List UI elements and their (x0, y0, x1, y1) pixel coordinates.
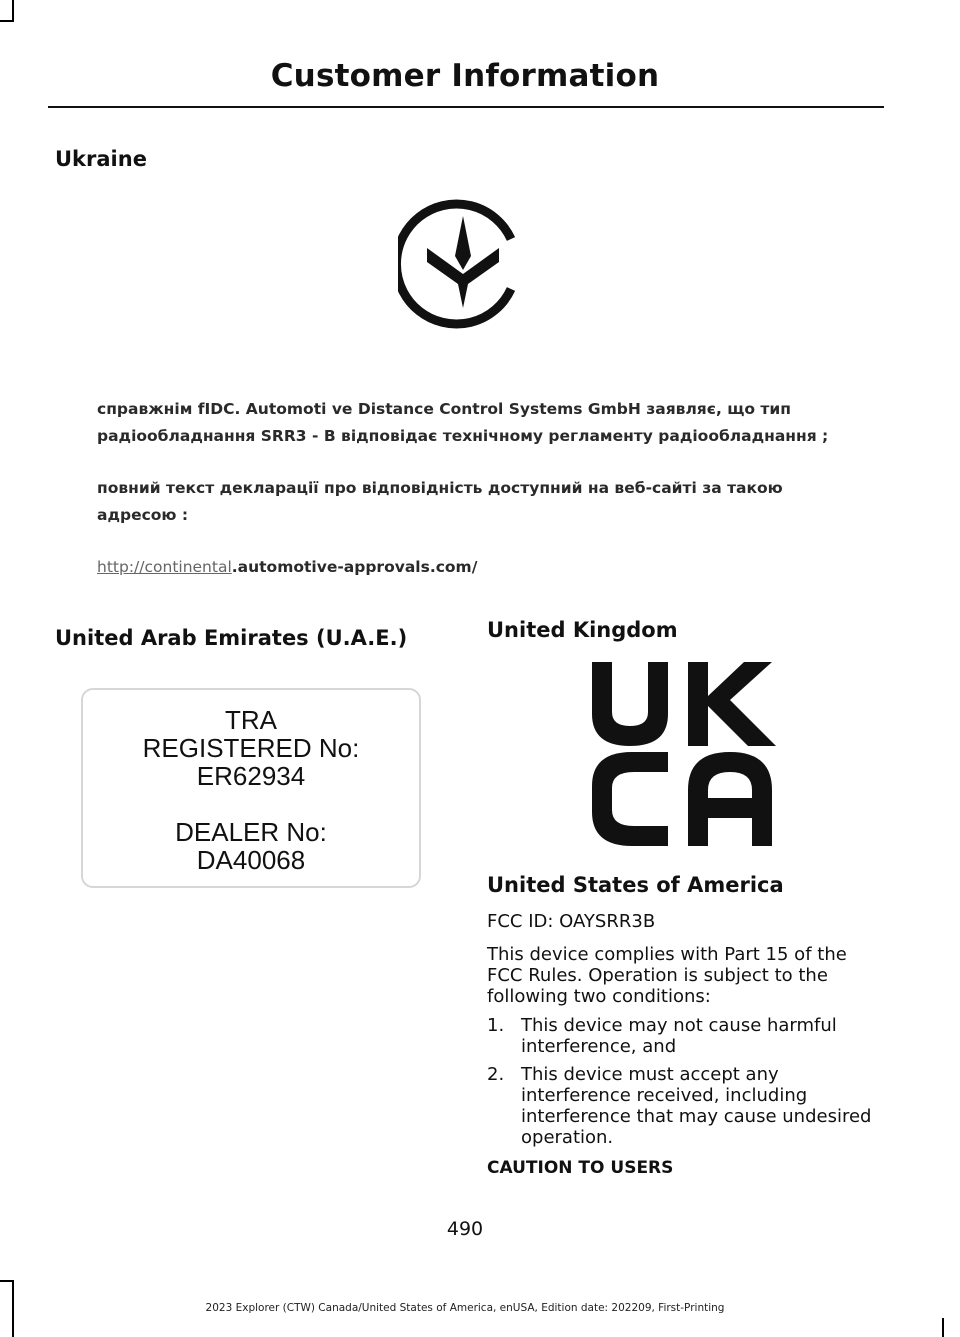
list-item-text: This device may not cause harmful interference, and (521, 1015, 837, 1057)
ukraine-declaration-line-4: адресою : (97, 506, 189, 524)
crop-mark-top-left-v (12, 0, 14, 20)
tra-registration-label (81, 688, 421, 888)
tra-dealer-block (83, 818, 419, 874)
page-number: 490 (446, 1218, 484, 1240)
ukraine-declaration (97, 396, 829, 581)
crop-mark-top-left-h (0, 20, 14, 22)
uae-heading: United Arab Emirates (U.A.E.) (55, 626, 408, 650)
fcc-conditions-list (487, 1015, 887, 1155)
fcc-compliance-text: This device complies with Part 15 of the FCC Rules. Operation is subject to the following two conditions: (487, 944, 847, 1007)
ukraine-url-link[interactable]: http://continental (97, 558, 232, 576)
page-footer: 2023 Explorer (CTW) Canada/United States of America, enUSA, Edition date: 202209, First-Printing (205, 1302, 725, 1314)
tra-registered-number: ER62934 (196, 761, 306, 791)
tra-label-title: TRA (225, 705, 277, 735)
caution-heading: CAUTION TO USERS (487, 1158, 674, 1178)
ukraine-heading: Ukraine (55, 147, 147, 171)
tra-dealer-number: DA40068 (196, 845, 306, 875)
tra-registered-block (83, 706, 419, 790)
ukraine-url-domain: .automotive-approvals.com/ (231, 558, 478, 576)
ukraine-conformity-mark-icon (398, 196, 528, 332)
ukraine-declaration-line-1: справжнім fIDC. Automoti ve Distance Control Systems GmbH заявляє, що тип (97, 400, 791, 418)
tra-registered-label: REGISTERED No: (142, 733, 360, 763)
tra-dealer-label: DEALER No: (175, 817, 327, 847)
uk-heading: United Kingdom (487, 618, 678, 642)
list-item-number: 2. (487, 1064, 505, 1085)
ukraine-declaration-line-2: радіообладнання SRR3 - В відповідає технічному регламенту радіообладнання ; (97, 427, 829, 445)
list-item-text: This device must accept any interference received, including interference that may cause undesired operation. (521, 1064, 872, 1148)
ukraine-declaration-url (97, 554, 817, 581)
usa-heading: United States of America (487, 873, 784, 897)
crop-mark-bottom-left-h (0, 1280, 14, 1282)
ukca-mark-icon (590, 660, 778, 850)
header-divider (48, 106, 884, 108)
list-item (487, 1015, 887, 1057)
crop-mark-bottom-right-v (942, 1318, 944, 1337)
ukraine-declaration-line-3: повний текст декларації про відповідність доступний на веб-сайті за такою (97, 479, 783, 497)
fcc-id: FCC ID: OAYSRR3B (487, 911, 656, 932)
page-title: Customer Information (270, 58, 660, 94)
list-item (487, 1064, 887, 1148)
list-item-number: 1. (487, 1015, 505, 1036)
